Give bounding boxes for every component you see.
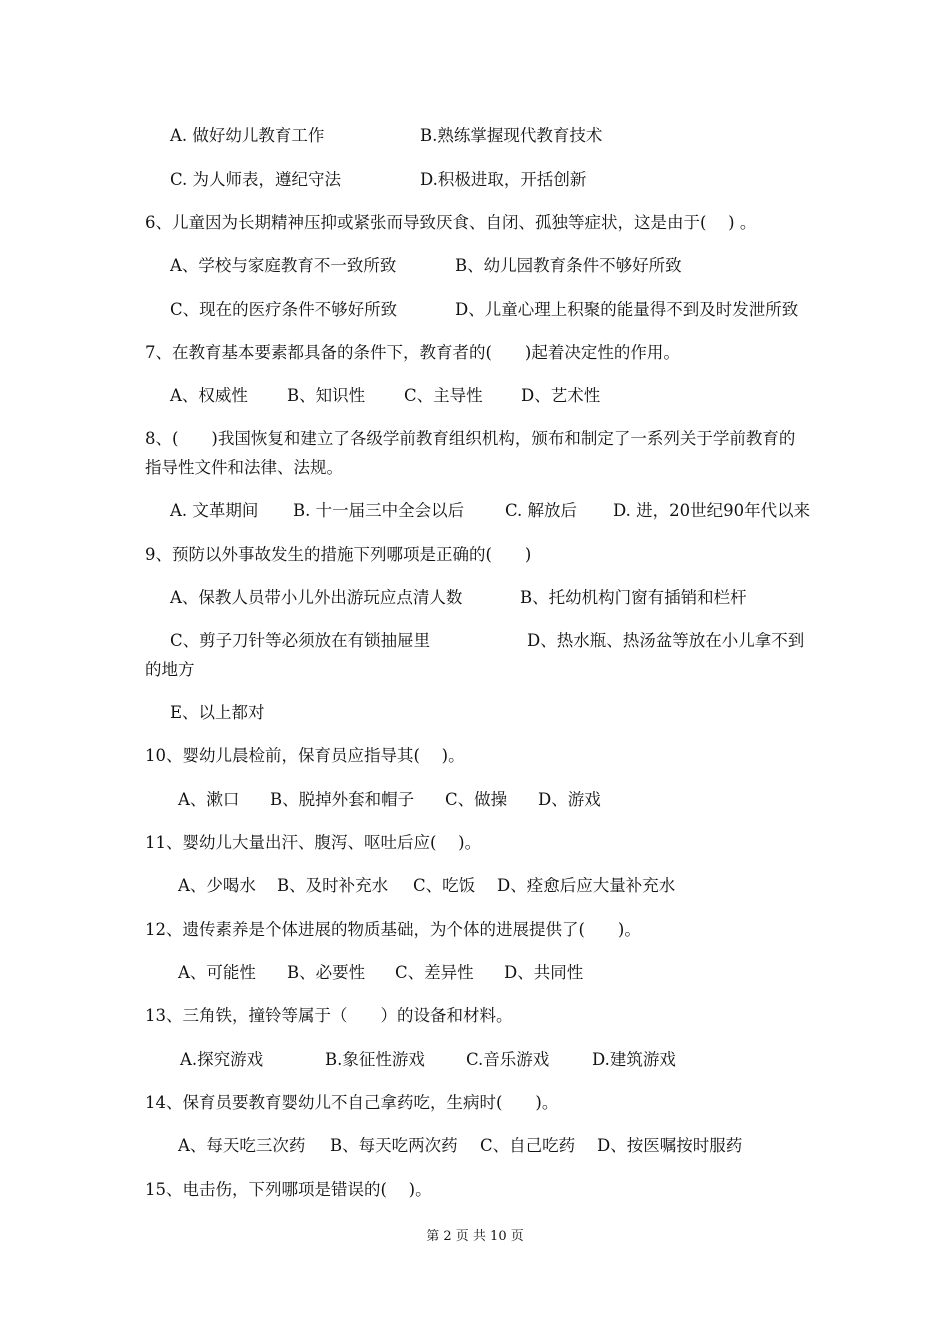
- answer-option: D.积极进取，开括创新: [420, 170, 587, 189]
- answer-option: B、及时补充水: [277, 876, 389, 895]
- answer-option: C、主导性: [404, 386, 483, 405]
- answer-option: D、按医嘱按时服药: [597, 1136, 743, 1155]
- answer-option: B、脱掉外套和帽子: [270, 790, 415, 809]
- question-text: 8、( )我国恢复和建立了各级学前教育组织机构，颁布和制定了一系列关于学前教育的: [145, 429, 796, 448]
- page-footer: 第 2 页 共 10 页: [426, 1229, 524, 1244]
- answer-option: A、权威性: [170, 386, 248, 405]
- answer-option: A. 做好幼儿教育工作: [170, 126, 325, 145]
- answer-option: B、托幼机构门窗有插销和栏杆: [520, 588, 747, 607]
- answer-option: A、漱口: [178, 790, 240, 809]
- answer-option: C.音乐游戏: [466, 1050, 550, 1069]
- answer-option: D. 进，20世纪90年代以来: [613, 501, 811, 520]
- answer-option: B.熟练掌握现代教育技术: [420, 126, 603, 145]
- answer-option: D.建筑游戏: [592, 1050, 676, 1069]
- answer-option: D、共同性: [504, 963, 584, 982]
- answer-option: C. 解放后: [505, 501, 578, 520]
- question-text: 9、预防以外事故发生的措施下列哪项是正确的( ): [145, 545, 532, 564]
- answer-option: C、剪子刀针等必须放在有锁抽屉里: [170, 631, 431, 650]
- answer-option: C、现在的医疗条件不够好所致: [170, 300, 398, 319]
- answer-option: C、差异性: [395, 963, 474, 982]
- question-text: 12、遗传素养是个体进展的物质基础，为个体的进展提供了( )。: [145, 920, 641, 939]
- answer-option: C、自己吃药: [480, 1136, 576, 1155]
- question-text: 的地方: [145, 660, 195, 679]
- answer-option: A.探究游戏: [180, 1050, 264, 1069]
- answer-option: D、儿童心理上积聚的能量得不到及时发泄所致: [455, 300, 799, 319]
- answer-option: C. 为人师表，遵纪守法: [170, 170, 342, 189]
- question-text: 14、保育员要教育婴幼儿不自己拿药吃，生病时( )。: [145, 1093, 559, 1112]
- answer-option: A. 文革期间: [170, 501, 259, 520]
- answer-option: B、必要性: [287, 963, 366, 982]
- answer-option: B、每天吃两次药: [330, 1136, 458, 1155]
- answer-option: B. 十一届三中全会以后: [293, 501, 465, 520]
- question-text: 指导性文件和法律、法规。: [145, 458, 343, 477]
- question-text: 6、儿童因为长期精神压抑或紧张而导致厌食、自闭、孤独等症状，这是由于( ) 。: [145, 213, 757, 232]
- answer-option: C、做操: [445, 790, 508, 809]
- question-text: 15、电击伤，下列哪项是错误的( )。: [145, 1180, 432, 1199]
- question-text: 11、婴幼儿大量出汗、腹泻、呕吐后应( )。: [145, 833, 482, 852]
- question-text: E、以上都对: [170, 703, 265, 722]
- answer-option: D、痊愈后应大量补充水: [497, 876, 676, 895]
- answer-option: A、每天吃三次药: [178, 1136, 306, 1155]
- answer-option: D、游戏: [538, 790, 601, 809]
- answer-option: A、可能性: [178, 963, 256, 982]
- answer-option: A、学校与家庭教育不一致所致: [170, 256, 397, 275]
- question-text: 7、在教育基本要素都具备的条件下，教育者的( )起着决定性的作用。: [145, 343, 680, 362]
- question-text: 10、婴幼儿晨检前，保育员应指导其( )。: [145, 746, 465, 765]
- answer-option: A、少喝水: [178, 876, 256, 895]
- answer-option: B、知识性: [287, 386, 366, 405]
- answer-option: C、吃饭: [413, 876, 476, 895]
- question-text: 13、三角铁，撞铃等属于（ ）的设备和材料。: [145, 1006, 513, 1025]
- answer-option: B.象征性游戏: [325, 1050, 425, 1069]
- answer-option: D、热水瓶、热汤盆等放在小儿拿不到: [527, 631, 805, 650]
- answer-option: A、保教人员带小儿外出游玩应点清人数: [170, 588, 463, 607]
- answer-option: B、幼儿园教育条件不够好所致: [455, 256, 682, 275]
- answer-option: D、艺术性: [521, 386, 601, 405]
